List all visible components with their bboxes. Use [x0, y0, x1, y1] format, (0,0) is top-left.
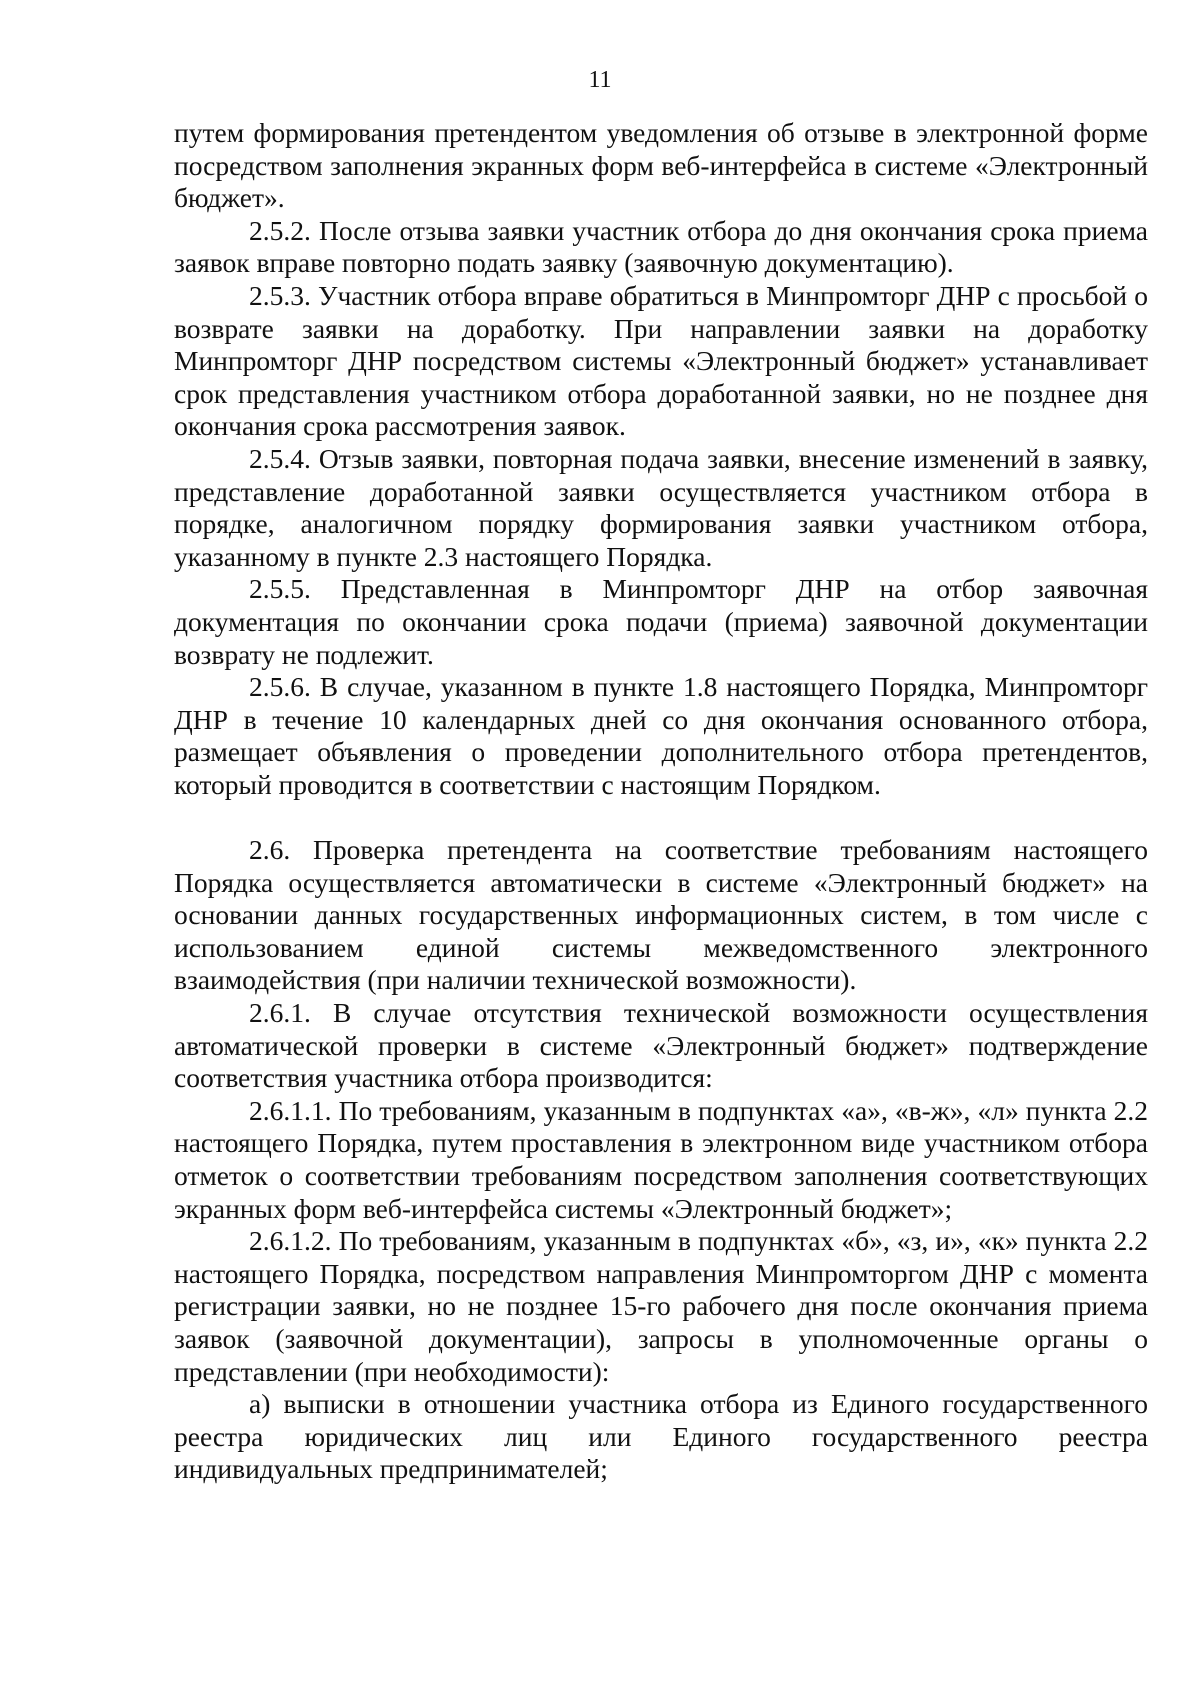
paragraph: 2.6.1. В случае отсутствия технической возможности осуществления автоматической проверки в системе «Электронный бюджет» подтверждение соответствия участника отбора производится: — [174, 997, 1148, 1094]
document-body — [174, 117, 1148, 1486]
paragraph: 2.6. Проверка претендента на соответствие требованиям настоящего Порядка осуществляется автоматически в системе «Электронный бюджет» на основании данных государственных информационных систем, в том числе с использованием единой системы межведомственного электронного взаимодействия (при наличии технической возможности). — [174, 834, 1148, 996]
page-number: 11 — [588, 67, 612, 93]
paragraph: 2.5.4. Отзыв заявки, повторная подача заявки, внесение изменений в заявку, представление доработанной заявки осуществляется участником отбора в порядке, аналогичном порядку формирования заявки участником отбора, указанному в пункте 2.3 настоящего Порядка. — [174, 442, 1148, 572]
paragraph: 2.5.3. Участник отбора вправе обратиться в Минпромторг ДНР с просьбой о возврате заявки на доработку. При направлении заявки на доработку Минпромторг ДНР посредством системы «Электронный бюджет» устанавливает срок представления участником отбора доработанной заявки, но не позднее дня окончания срока рассмотрения заявок. — [174, 279, 1148, 442]
paragraph: 2.5.6. В случае, указанном в пункте 1.8 настоящего Порядка, Минпромторг ДНР в течение 10 календарных дней со дня окончания основанного отбора, размещает объявления о проведении дополнительного отбора претендентов, который проводится в соответствии с настоящим Порядком. — [174, 671, 1148, 800]
paragraph: а) выписки в отношении участника отбора из Единого государственного реестра юридических лиц или Единого государственного реестра индивидуальных предпринимателей; — [174, 1388, 1148, 1485]
paragraph: 2.6.1.2. По требованиям, указанным в подпунктах «б», «з, и», «к» пункта 2.2 настоящего Порядка, посредством направления Минпромторгом ДНР с момента регистрации заявки, но не позднее 15-го рабочего дня после окончания приема заявок (заявочной документации), запросы в уполномоченные органы о представлении (при необходимости): — [174, 1225, 1148, 1387]
paragraph: путем формирования претендентом уведомления об отзыве в электронной форме посредством заполнения экранных форм веб-интерфейса в системе «Электронный бюджет». — [174, 117, 1148, 214]
paragraph: 2.5.2. После отзыва заявки участник отбора до дня окончания срока приема заявок вправе повторно подать заявку (заявочную документацию). — [174, 214, 1148, 279]
paragraph: 2.5.5. Представленная в Минпромторг ДНР на отбор заявочная документация по окончании срока подачи (приема) заявочной документации возврату не подлежит. — [174, 573, 1148, 670]
paragraph: 2.6.1.1. По требованиям, указанным в подпунктах «а», «в-ж», «л» пункта 2.2 настоящего Порядка, путем проставления в электронном виде участником отбора отметок о соответствии требованиям посредством заполнения соответствующих экранных форм веб-интерфейса системы «Электронный бюджет»; — [174, 1094, 1148, 1224]
